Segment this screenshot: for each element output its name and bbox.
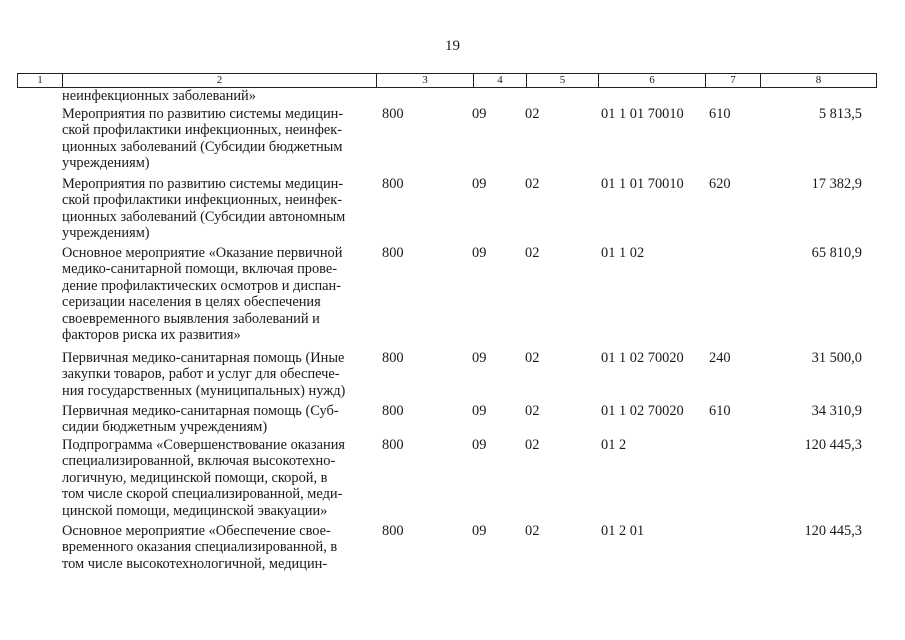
code-col-6: 01 1 02: [601, 245, 645, 261]
code-col-4: 09: [472, 437, 487, 453]
code-col-5: 02: [525, 176, 540, 192]
row-description: [62, 437, 345, 519]
code-col-7: 240: [709, 350, 731, 366]
description-line: ния государственных (муниципальных) нужд): [62, 382, 346, 399]
amount-col-8: 34 310,9: [811, 403, 862, 419]
description-line: том числе высокотехнологичной, медицин-: [62, 555, 328, 572]
code-col-6: 01 1 01 70010: [601, 106, 684, 122]
code-col-4: 09: [472, 523, 487, 539]
description-line: закупки товаров, работ и услуг для обеспече-: [62, 366, 340, 383]
description-line: Мероприятия по развитию системы медицин-: [62, 176, 344, 192]
description-line: сидии бюджетным учреждениям): [62, 419, 268, 436]
description-line: ской профилактики инфекционных, неинфек-: [62, 192, 343, 209]
description-line: медико-санитарной помощи, включая прове-: [62, 261, 338, 278]
amount-col-8: 120 445,3: [804, 523, 862, 539]
code-col-6: 01 2 01: [601, 523, 645, 539]
code-col-4: 09: [472, 106, 487, 122]
description-line: ционных заболеваний (Субсидии бюджетным: [62, 138, 343, 155]
code-col-5: 02: [525, 523, 540, 539]
code-col-6: 01 2: [601, 437, 627, 453]
description-line: дение профилактических осмотров и диспан-: [62, 277, 342, 294]
code-col-7: 610: [709, 106, 731, 122]
header-col-8: 8: [760, 74, 876, 87]
description-line: учреждениям): [62, 155, 150, 172]
description-line: логичную, медицинской помощи, скорой, в: [62, 469, 328, 486]
description-line: Подпрограмма «Совершенствование оказания: [62, 437, 346, 453]
row-description: [62, 350, 345, 399]
page-number: 19: [445, 38, 460, 54]
code-col-7: 610: [709, 403, 731, 419]
description-line: факторов риска их развития»: [62, 327, 241, 344]
table-header-row: [17, 73, 877, 88]
amount-col-8: 31 500,0: [811, 350, 862, 366]
code-col-3: 800: [382, 245, 404, 261]
code-col-5: 02: [525, 106, 540, 122]
code-col-3: 800: [382, 523, 404, 539]
code-col-4: 09: [472, 176, 487, 192]
code-col-5: 02: [525, 437, 540, 453]
description-line: ционных заболеваний (Субсидии автономным: [62, 208, 346, 225]
code-col-3: 800: [382, 176, 404, 192]
code-col-3: 800: [382, 403, 404, 419]
code-col-5: 02: [525, 350, 540, 366]
code-col-4: 09: [472, 403, 487, 419]
amount-col-8: 5 813,5: [818, 106, 862, 122]
header-col-3: 3: [376, 74, 473, 87]
description-line: специализированной, включая высокотехно-: [62, 453, 336, 470]
header-col-2: 2: [62, 74, 376, 87]
header-col-5: 5: [526, 74, 598, 87]
code-col-4: 09: [472, 245, 487, 261]
code-col-3: 800: [382, 437, 404, 453]
code-col-5: 02: [525, 403, 540, 419]
continuation-text: неинфекционных заболеваний»: [62, 88, 256, 104]
row-description: [62, 106, 343, 172]
description-line: Мероприятия по развитию системы медицин-: [62, 106, 344, 122]
description-line: ской профилактики инфекционных, неинфек-: [62, 122, 343, 139]
amount-col-8: 17 382,9: [811, 176, 862, 192]
description-line: Первичная медико-санитарная помощь (Суб-: [62, 403, 339, 419]
header-col-4: 4: [473, 74, 526, 87]
description-line: цинской помощи, медицинской эвакуации»: [62, 502, 328, 519]
code-col-6: 01 1 01 70010: [601, 176, 684, 192]
code-col-3: 800: [382, 106, 404, 122]
description-line: Основное мероприятие «Оказание первичной: [62, 245, 343, 261]
description-line: своевременного выявления заболеваний и: [62, 310, 320, 327]
code-col-4: 09: [472, 350, 487, 366]
row-description: [62, 245, 342, 343]
description-line: временного оказания специализированной, в: [62, 539, 338, 556]
header-col-6: 6: [598, 74, 705, 87]
amount-col-8: 120 445,3: [804, 437, 862, 453]
description-line: том числе скорой специализированной, меди-: [62, 486, 343, 503]
row-description: [62, 403, 339, 436]
code-col-3: 800: [382, 350, 404, 366]
code-col-6: 01 1 02 70020: [601, 403, 684, 419]
code-col-7: 620: [709, 176, 731, 192]
description-line: учреждениям): [62, 225, 150, 242]
amount-col-8: 65 810,9: [811, 245, 862, 261]
description-line: Первичная медико-санитарная помощь (Иные: [62, 350, 345, 366]
header-col-1: 1: [37, 74, 43, 86]
description-line: серизации населения в целях обеспечения: [62, 294, 321, 311]
row-description: [62, 176, 345, 242]
code-col-5: 02: [525, 245, 540, 261]
header-col-7: 7: [705, 74, 760, 87]
row-description: [62, 523, 337, 572]
code-col-6: 01 1 02 70020: [601, 350, 684, 366]
description-line: Основное мероприятие «Обеспечение свое-: [62, 523, 331, 539]
